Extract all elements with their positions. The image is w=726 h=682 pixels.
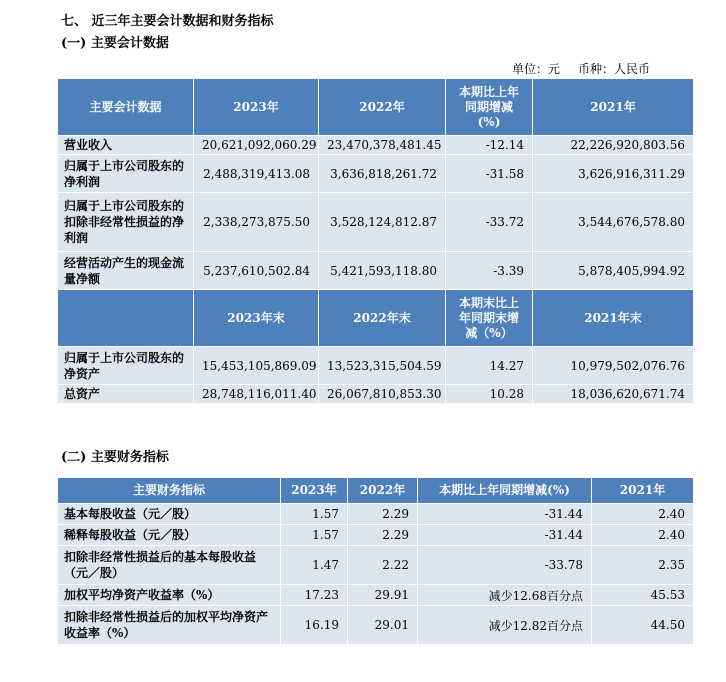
- accounting-data-table: [57, 78, 694, 404]
- data-cell: 10.28: [446, 385, 533, 404]
- data-cell: -3.39: [446, 252, 533, 290]
- column-header: 2022年: [319, 79, 446, 136]
- data-cell: 44.50: [592, 606, 694, 645]
- data-cell: -31.58: [446, 155, 533, 193]
- data-cell: 2.29: [348, 504, 418, 525]
- data-cell: 3,636,818,261.72: [319, 155, 446, 193]
- column-header: 2021年: [592, 478, 694, 504]
- currency-label: 币种：人民币: [578, 62, 651, 76]
- data-cell: 2.35: [592, 546, 694, 585]
- data-cell: 20,621,092,060.29: [194, 136, 319, 155]
- data-cell: 1.57: [281, 504, 348, 525]
- table-row: [58, 155, 694, 193]
- row-label: 扣除非经常性损益后的基本每股收益（元／股）: [58, 546, 281, 585]
- table-row: [58, 385, 694, 404]
- row-label: 经营活动产生的现金流量净额: [58, 252, 194, 290]
- data-cell: 1.57: [281, 525, 348, 546]
- data-cell: -33.78: [418, 546, 592, 585]
- financial-indicators-table: [57, 477, 694, 645]
- data-cell: 5,237,610,502.84: [194, 252, 319, 290]
- data-cell: 2.40: [592, 525, 694, 546]
- data-cell: 5,878,405,994.92: [533, 252, 694, 290]
- data-cell: 5,421,593,118.80: [319, 252, 446, 290]
- column-header: 本期比上年同期增减(%): [418, 478, 592, 504]
- row-label: 营业收入: [58, 136, 194, 155]
- column-header: 2022年末: [319, 290, 446, 347]
- subsection-title-financial-indicators: (二) 主要财务指标: [61, 450, 169, 465]
- table-row: [58, 585, 694, 606]
- column-header: 2022年: [348, 478, 418, 504]
- data-cell: 29.01: [348, 606, 418, 645]
- table-row: [58, 606, 694, 645]
- column-header: 主要财务指标: [58, 478, 281, 504]
- header-row: [58, 79, 694, 136]
- column-header: 本期末比上年同期末增减（%）: [446, 290, 533, 347]
- column-header: 2021年: [533, 79, 694, 136]
- column-header: 2021年末: [533, 290, 694, 347]
- data-cell: 14.27: [446, 347, 533, 385]
- row-label: 基本每股收益（元／股）: [58, 504, 281, 525]
- data-cell: 28,748,116,011.40: [194, 385, 319, 404]
- data-cell: 2,338,273,875.50: [194, 193, 319, 252]
- table-row: [58, 252, 694, 290]
- table-row: [58, 136, 694, 155]
- data-cell: 2.40: [592, 504, 694, 525]
- row-label: 扣除非经常性损益后的加权平均净资产收益率（%）: [58, 606, 281, 645]
- data-cell: 2.22: [348, 546, 418, 585]
- row-label: 总资产: [58, 385, 194, 404]
- data-cell: -31.44: [418, 504, 592, 525]
- data-cell: 17.23: [281, 585, 348, 606]
- data-cell: 2,488,319,413.08: [194, 155, 319, 193]
- data-cell: 1.47: [281, 546, 348, 585]
- data-cell: 减少12.82百分点: [418, 606, 592, 645]
- table-row: [58, 546, 694, 585]
- table-row: [58, 347, 694, 385]
- column-header: 2023年: [194, 79, 319, 136]
- data-cell: 15,453,105,869.09: [194, 347, 319, 385]
- unit-label: 单位：元: [512, 62, 561, 76]
- header-row: [58, 478, 694, 504]
- data-cell: -31.44: [418, 525, 592, 546]
- data-cell: 10,979,502,076.76: [533, 347, 694, 385]
- data-cell: 3,544,676,578.80: [533, 193, 694, 252]
- column-header: 2023年: [281, 478, 348, 504]
- table-row: [58, 193, 694, 252]
- data-cell: 18,036,620,671.74: [533, 385, 694, 404]
- section-title: 七、 近三年主要会计数据和财务指标: [61, 14, 274, 29]
- data-cell: 26,067,810,853.30: [319, 385, 446, 404]
- column-header: 主要会计数据: [58, 79, 194, 136]
- data-cell: 23,470,378,481.45: [319, 136, 446, 155]
- data-cell: 2.29: [348, 525, 418, 546]
- row-label: 稀释每股收益（元／股）: [58, 525, 281, 546]
- row-label: 归属于上市公司股东的净资产: [58, 347, 194, 385]
- header-row: [58, 290, 694, 347]
- data-cell: 13,523,315,504.59: [319, 347, 446, 385]
- row-label: 归属于上市公司股东的扣除非经常性损益的净利润: [58, 193, 194, 252]
- row-label: 归属于上市公司股东的净利润: [58, 155, 194, 193]
- data-cell: 22,226,920,803.56: [533, 136, 694, 155]
- column-header: [58, 290, 194, 347]
- subsection-title-accounting-data: (一) 主要会计数据: [61, 36, 169, 51]
- row-label: 加权平均净资产收益率（%）: [58, 585, 281, 606]
- data-cell: 减少12.68百分点: [418, 585, 592, 606]
- data-cell: 16.19: [281, 606, 348, 645]
- table-row: [58, 525, 694, 546]
- table-row: [58, 504, 694, 525]
- data-cell: 3,626,916,311.29: [533, 155, 694, 193]
- data-cell: -33.72: [446, 193, 533, 252]
- data-cell: 3,528,124,812.87: [319, 193, 446, 252]
- column-header: 2023年末: [194, 290, 319, 347]
- data-cell: 29.91: [348, 585, 418, 606]
- data-cell: 45.53: [592, 585, 694, 606]
- data-cell: -12.14: [446, 136, 533, 155]
- column-header: 本期比上年同期增减(%): [446, 79, 533, 136]
